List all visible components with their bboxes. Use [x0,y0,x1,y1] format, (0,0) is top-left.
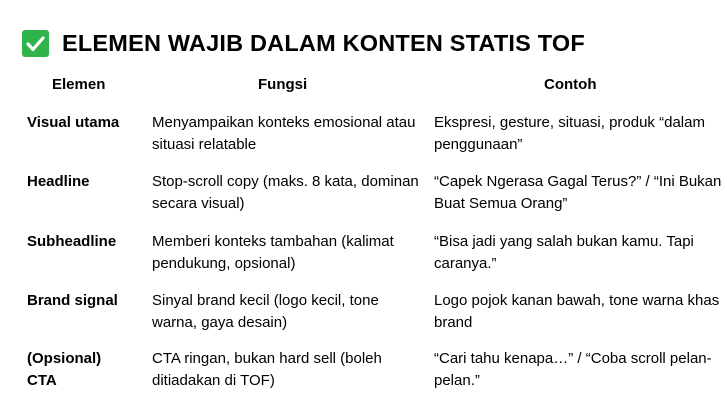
row-contoh: Logo pojok kanan bawah, tone warna khas brand [434,292,720,331]
check-mark-button-icon [22,30,49,57]
row-contoh: “Bisa jadi yang salah bukan kamu. Tapi caranya.” [434,233,694,272]
row-label: (Opsional) CTA [27,350,102,389]
title-row [22,29,585,57]
row-contoh: Ekspresi, gesture, situasi, produk “dalam penggunaan” [434,114,705,153]
row-contoh: “Capek Ngerasa Gagal Terus?” / “Ini Bukan Buat Semua Orang” [434,173,722,212]
row-fungsi: Sinyal brand kecil (logo kecil, tone warna, gaya desain) [152,292,379,331]
row-contoh: “Cari tahu kenapa…” / “Coba scroll pelan-pelan.” [434,350,712,389]
column-header-elemen: Elemen [52,76,106,93]
page-title: ELEMEN WAJIB DALAM KONTEN STATIS TOF [62,29,585,56]
row-label: Brand signal [27,292,118,309]
column-header-contoh: Contoh [544,76,597,93]
row-fungsi: Stop-scroll copy (maks. 8 kata, dominan secara visual) [152,173,419,212]
row-fungsi: Memberi konteks tambahan (kalimat pendukung, opsional) [152,233,394,272]
row-label: Subheadline [27,233,117,250]
row-label: Headline [27,173,90,190]
row-fungsi: Menyampaikan konteks emosional atau situasi relatable [152,114,416,153]
row-label: Visual utama [27,114,120,131]
column-header-fungsi: Fungsi [258,76,308,93]
row-fungsi: CTA ringan, bukan hard sell (boleh ditiadakan di TOF) [152,350,382,389]
